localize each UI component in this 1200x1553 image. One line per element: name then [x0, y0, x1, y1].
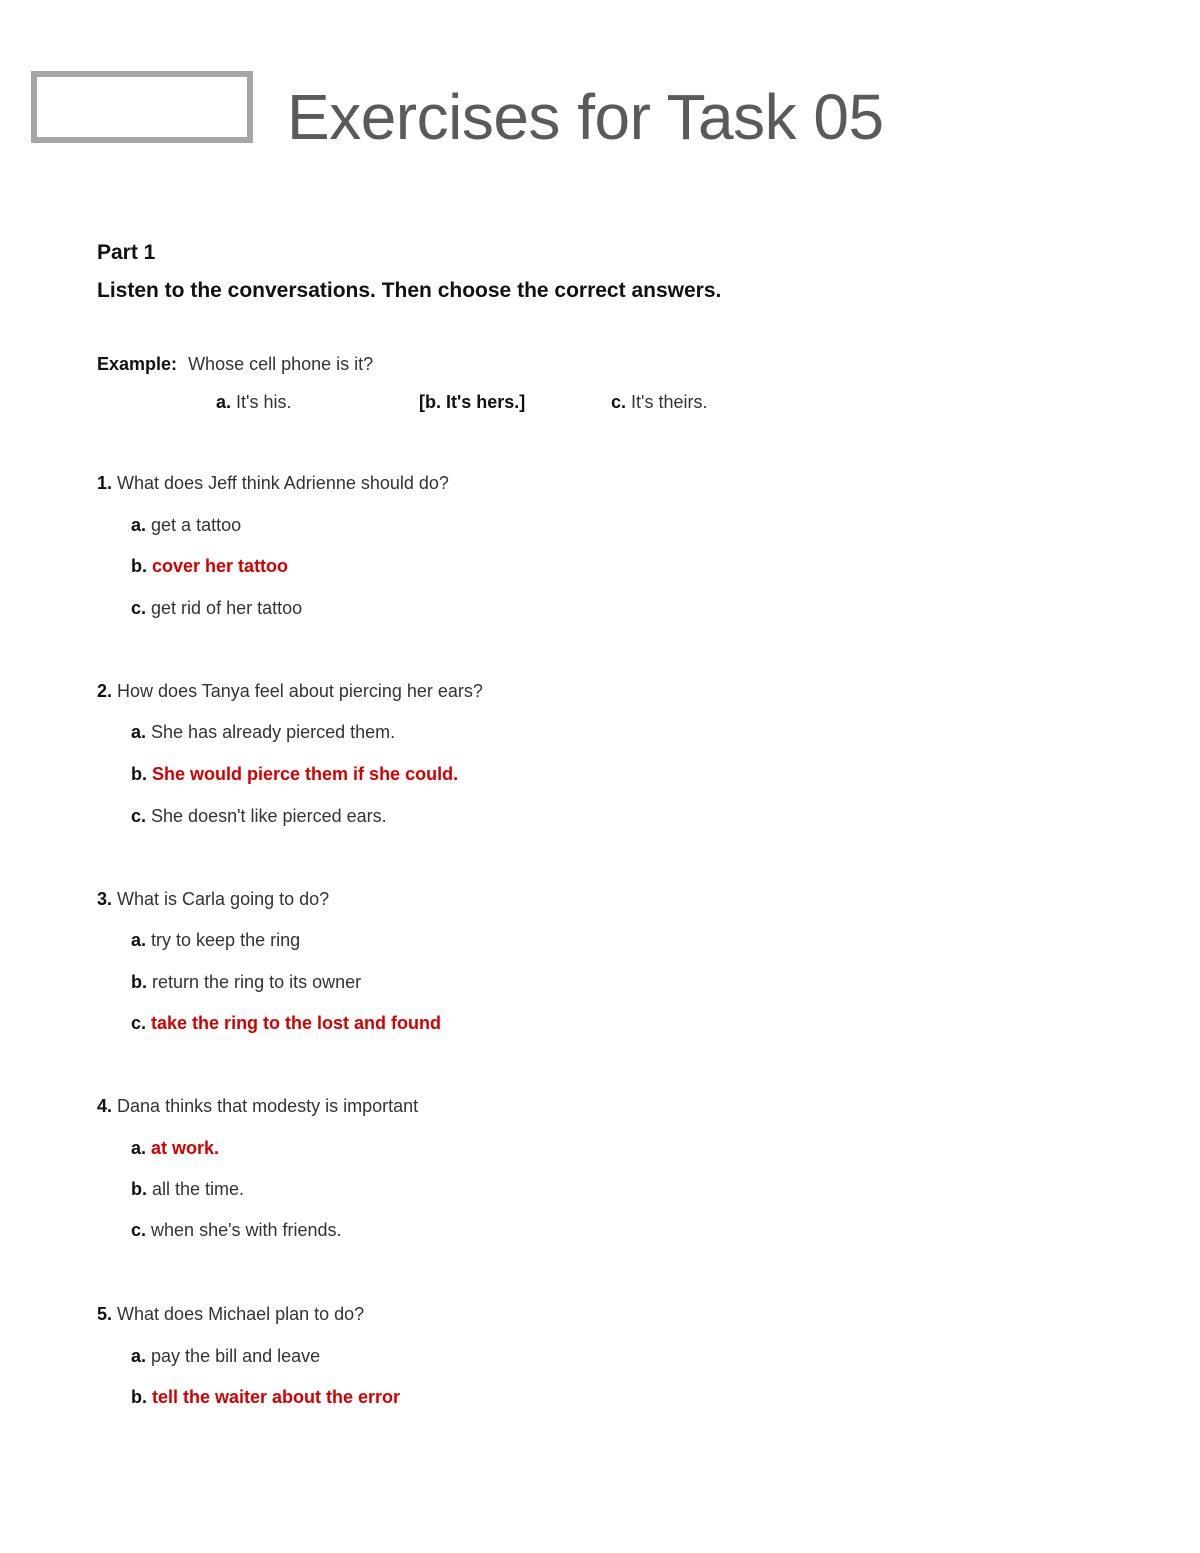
option-text: She would pierce them if she could.: [152, 764, 459, 784]
q2-option-b-answer: [131, 764, 458, 785]
option-letter: b.: [131, 1179, 147, 1199]
option-letter: a.: [216, 392, 232, 412]
part-instruction: Listen to the conversations. Then choose the correct answers.: [97, 279, 722, 302]
option-letter: b.: [131, 1387, 147, 1407]
option-text: when she's with friends.: [151, 1220, 342, 1240]
option-text: get a tattoo: [151, 515, 242, 535]
option-letter: a.: [131, 930, 147, 950]
option-letter: a.: [131, 1138, 147, 1158]
q2-option-a: [131, 722, 395, 743]
question-number: 3.: [97, 889, 113, 909]
option-text: tell the waiter about the error: [152, 1387, 401, 1407]
option-letter: b.: [131, 556, 147, 576]
question-number: 1.: [97, 473, 113, 493]
question-text: How does Tanya feel about piercing her ears?: [117, 681, 483, 701]
option-text: cover her tattoo: [152, 556, 289, 576]
example-question-text: Whose cell phone is it?: [188, 354, 374, 374]
q4-option-c: [131, 1220, 342, 1241]
option-text: It's his.: [236, 392, 292, 412]
q1-option-a: [131, 515, 241, 536]
option-text: at work.: [151, 1138, 220, 1158]
option-text: It's theirs.: [631, 392, 708, 412]
option-text: pay the bill and leave: [151, 1346, 321, 1366]
page-title: Exercises for Task 05: [287, 81, 884, 153]
option-text: get rid of her tattoo: [151, 598, 303, 618]
q3-option-c-answer: [131, 1013, 441, 1034]
question-text: What does Jeff think Adrienne should do?: [117, 473, 449, 493]
part-label: Part 1: [97, 241, 156, 264]
option-text: take the ring to the lost and found: [151, 1013, 442, 1033]
option-letter: c.: [131, 1220, 147, 1240]
question-text: Dana thinks that modesty is important: [117, 1096, 419, 1116]
question-2: [97, 681, 483, 702]
option-letter: b.: [131, 972, 147, 992]
q3-option-a: [131, 930, 300, 951]
option-text: return the ring to its owner: [152, 972, 362, 992]
option-letter: b.: [131, 764, 147, 784]
question-text: What is Carla going to do?: [117, 889, 330, 909]
option-letter: c.: [131, 598, 147, 618]
option-letter: a.: [131, 1346, 147, 1366]
example-label: Example:: [97, 354, 178, 374]
q5-option-b-answer: [131, 1387, 400, 1408]
example-option-c: [611, 392, 708, 413]
option-letter: c.: [611, 392, 627, 412]
q5-option-a: [131, 1346, 320, 1367]
q1-option-b-answer: [131, 556, 288, 577]
option-text: all the time.: [152, 1179, 245, 1199]
question-number: 4.: [97, 1096, 113, 1116]
question-5: [97, 1304, 364, 1325]
option-letter: c.: [131, 806, 147, 826]
logo-box: [31, 71, 253, 143]
option-text: She has already pierced them.: [151, 722, 396, 742]
q4-option-b: [131, 1179, 244, 1200]
question-number: 2.: [97, 681, 113, 701]
question-3: [97, 889, 329, 910]
question-4: [97, 1096, 418, 1117]
option-letter: c.: [131, 1013, 147, 1033]
option-letter: a.: [131, 515, 147, 535]
option-text: She doesn't like pierced ears.: [151, 806, 387, 826]
example-option-a: [216, 392, 291, 413]
q3-option-b: [131, 972, 361, 993]
question-number: 5.: [97, 1304, 113, 1324]
q2-option-c: [131, 806, 387, 827]
option-text: try to keep the ring: [151, 930, 301, 950]
example-question: [97, 354, 373, 375]
option-letter: a.: [131, 722, 147, 742]
example-option-b-answer: [b. It's hers.]: [419, 392, 526, 412]
q1-option-c: [131, 598, 302, 619]
q4-option-a-answer: [131, 1138, 219, 1159]
question-text: What does Michael plan to do?: [117, 1304, 365, 1324]
question-1: [97, 473, 449, 494]
